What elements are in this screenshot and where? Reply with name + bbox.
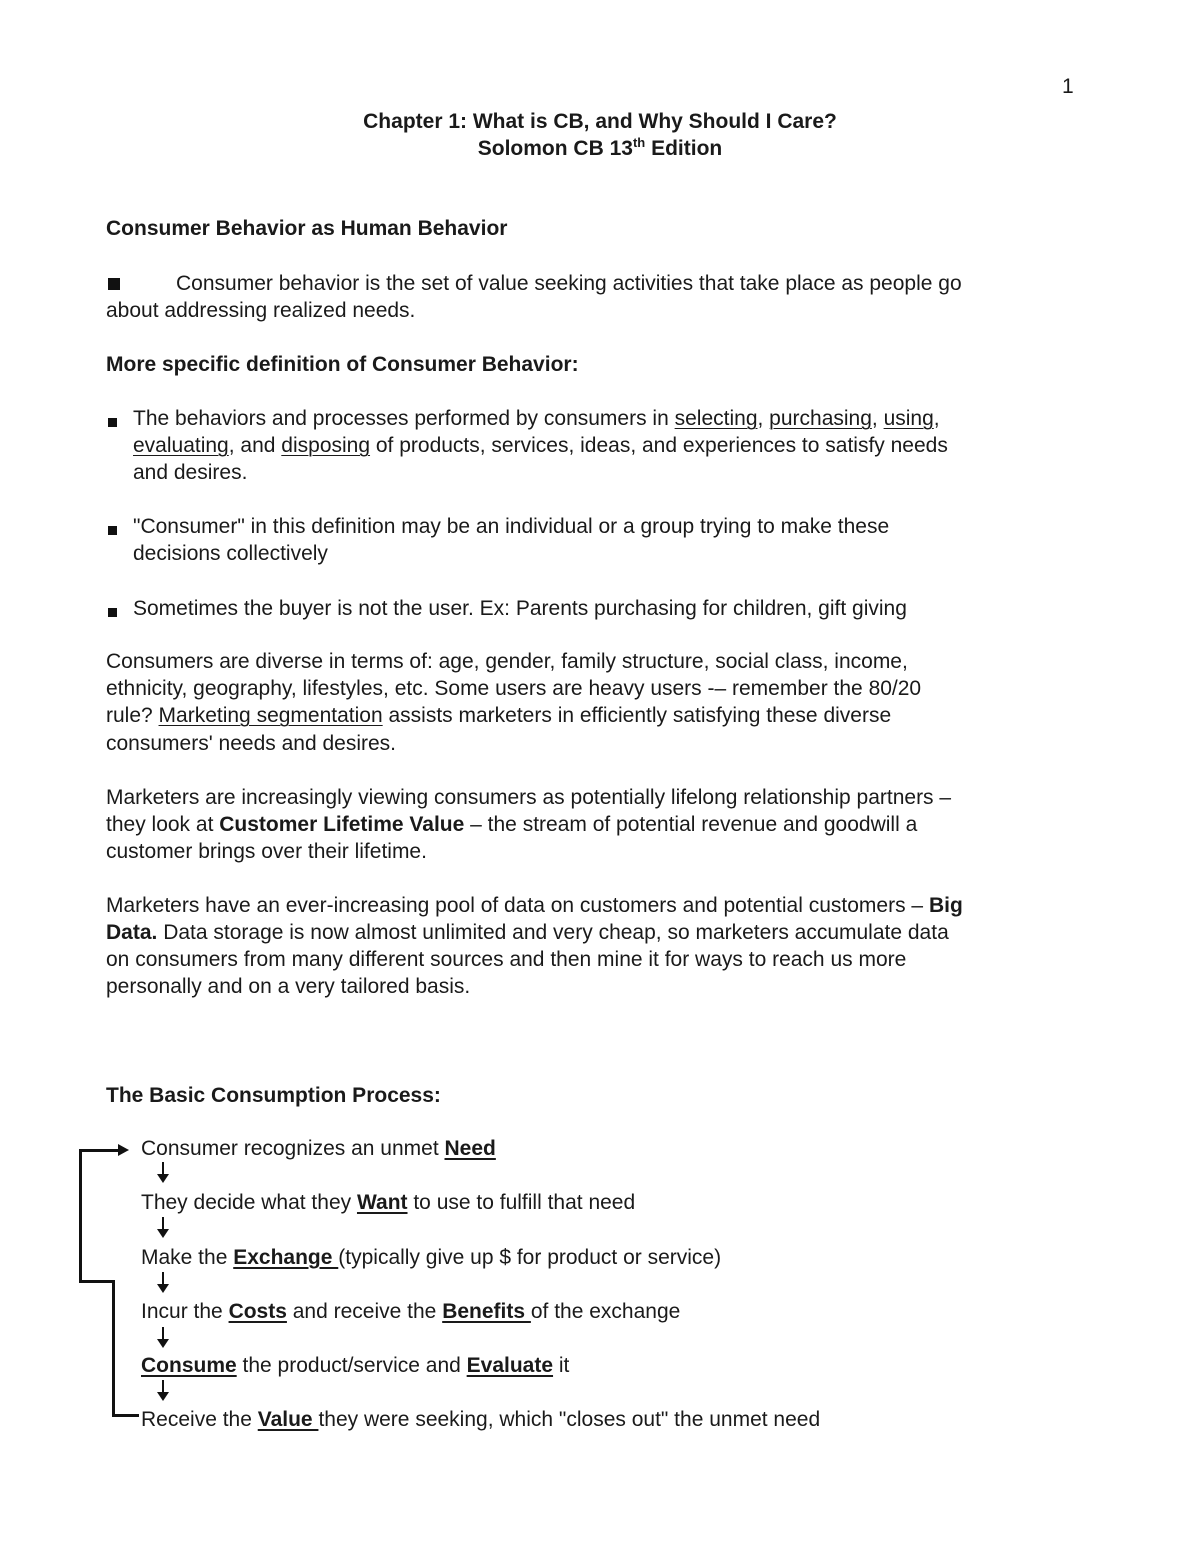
bullet-text: and desires. [133,461,248,484]
bullet-square-icon [108,277,120,295]
paragraph-line: Marketers are increasingly viewing consumers as potentially lifelong relationship partners – [106,786,952,809]
section-heading-specific-definition: More specific definition of Consumer Behavior: [106,353,579,376]
bullet-text: Sometimes the buyer is not the user. Ex: Parents purchasing for children, gift giving [133,597,907,620]
paragraph-line: consumers' needs and desires. [106,732,397,755]
down-arrow-icon [157,1284,169,1293]
paragraph-line: Marketers have an ever-increasing pool of data on customers and potential customers – Big [106,894,963,917]
down-arrow-icon [157,1229,169,1238]
bullet-text: "Consumer" in this definition may be an individual or a group trying to make these [133,515,890,538]
definition-line: Consumer behavior is the set of value seeking activities that take place as people go [176,272,962,295]
bullet-text: decisions collectively [133,542,328,565]
down-arrow-icon [157,1339,169,1348]
bullet-square-icon [108,414,117,432]
bullet-square-icon [108,604,117,622]
paragraph-line: rule? Marketing segmentation assists marketers in efficiently satisfying these diverse [106,704,892,727]
process-step-costs-benefits: Incur the Costs and receive the Benefits of the exchange [141,1300,681,1323]
down-arrow-icon [157,1392,169,1401]
loop-connector-middle [79,1280,114,1283]
page-title: Chapter 1: What is CB, and Why Should I Care? [363,110,837,133]
loop-connector-top [79,1149,119,1152]
definition-line: about addressing realized needs. [106,299,416,322]
loop-connector-left [79,1149,82,1282]
paragraph-line: ethnicity, geography, lifestyles, etc. Some users are heavy users -– remember the 80/20 [106,677,922,700]
loop-connector-bottom [112,1414,139,1417]
down-arrow-icon [162,1327,164,1339]
paragraph-line: Consumers are diverse in terms of: age, gender, family structure, social class, income, [106,650,908,673]
process-step-value: Receive the Value they were seeking, which "closes out" the unmet need [141,1408,821,1431]
process-step-want: They decide what they Want to use to fulfill that need [141,1191,636,1214]
paragraph-line: Data. Data storage is now almost unlimited and very cheap, so marketers accumulate data [106,921,949,944]
paragraph-line: customer brings over their lifetime. [106,840,427,863]
down-arrow-icon [162,1272,164,1284]
page-number: 1 [1062,75,1074,98]
process-step-need: Consumer recognizes an unmet Need [141,1137,496,1160]
process-step-exchange: Make the Exchange (typically give up $ for product or service) [141,1246,722,1269]
bullet-text: The behaviors and processes performed by consumers in selecting, purchasing, using, [133,407,940,430]
process-step-consume-evaluate: Consume the product/service and Evaluate it [141,1354,570,1377]
down-arrow-icon [162,1162,164,1174]
paragraph-line: personally and on a very tailored basis. [106,975,471,998]
section-heading-human-behavior: Consumer Behavior as Human Behavior [106,217,508,240]
loop-connector-right [112,1280,115,1416]
bullet-text: evaluating, and disposing of products, services, ideas, and experiences to satisfy needs [133,434,948,457]
down-arrow-icon [157,1174,169,1183]
loop-arrow-right-icon [118,1144,129,1156]
page-subtitle: Solomon CB 13th Edition [477,135,723,160]
paragraph-line: they look at Customer Lifetime Value – the stream of potential revenue and goodwill a [106,813,918,836]
down-arrow-icon [162,1380,164,1392]
paragraph-line: on consumers from many different sources and then mine it for ways to reach us more [106,948,907,971]
down-arrow-icon [162,1217,164,1229]
section-heading-consumption-process: The Basic Consumption Process: [106,1084,441,1107]
bullet-square-icon [108,522,117,540]
